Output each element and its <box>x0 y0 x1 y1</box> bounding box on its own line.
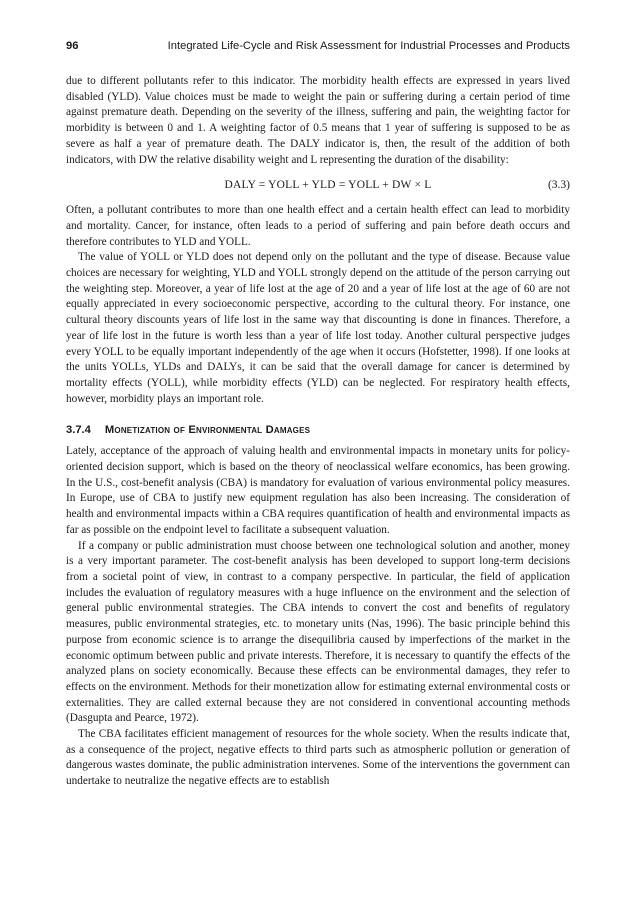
running-title: Integrated Life-Cycle and Risk Assessment for Industrial Processes and Products <box>167 40 570 52</box>
equation-number: (3.3) <box>547 179 570 192</box>
running-header <box>66 40 570 52</box>
paragraph-2: Often, a pollutant contributes to more than one health effect and a certain health effect can lead to morbidity and mortality. Cancer, for instance, often leads to a period of suffering and pain before death occurs and therefore contributes to YLD and YOLL. <box>66 204 570 248</box>
paragraph-5: If a company or public administration must choose between one technological solution and another, money is a very important parameter. The cost-benefit analysis has been developed to support long-term decisions from a societal point of view, in contrast to a company perspective. In particular, the field of application includes the evaluation of regulatory measures with a huge influence on the environment and the selection of general public environmental strategies. The CBA intends to convert the cost and benefits of regulatory measures, public environmental strategies, etc. to monetary units (Nas, 1996). The basic principle behind this purpose from economic science is to arrange the disequilibria caused by imperfections of the market in the economic optimum between public and private interests. Therefore, it is necessary to quantify the effects of the analyzed plans on society economically. Because these effects can be environmental damages, they refer to effects on the environment. Methods for their monetization allow for estimating external environmental costs or externalities. They are called external because they are not considered in conventional accounting methods (Dasgupta and Pearce, 1972). <box>66 539 570 725</box>
paragraph-3: The value of YOLL or YLD does not depend only on the pollutant and the type of disease. Because value choices are necessary for weighting, YLD and YOLL strongly depend on the attitude of the person carrying out the weighting step. Moreover, a year of life lost at the age of 20 and a year of life lost at the age of 60 are not equally appreciated in every socioeconomic perspective, according to the cultural theory. For instance, one cultural theory discounts years of life lost in the same way that discounting is done in finances. Therefore, a year of life lost in the future is worth less than a year of life lost today. Another cultural perspective judges every YOLL to be equally important independently of the age when it occurs (Hofstetter, 1998). If one looks at the units YOLLs, YLDs and DALYs, it can be said that the overall damage for cancer is determined by mortality effects (YOLL), while morbidity effects (YLD) can be neglected. For respiratory health effects, however, morbidity plays an important role. <box>66 251 570 405</box>
section-number: 3.7.4 <box>66 424 91 437</box>
paragraph-1: due to different pollutants refer to this indicator. The morbidity health effects are expressed in years lived disabled (YLD). Value choices must be made to weight the pain or suffering during a certain period of time against premature death. Depending on the severity of the illness, suffering and pain, the weighting factor for morbidity is between 0 and 1. A weighting factor of 0.5 means that 1 year of suffering is supposed to be as severe as half a year of premature death. The DALY indicator is, then, the result of the addition of both indicators, with DW the relative disability weight and L representing the duration of the disability: <box>66 75 570 166</box>
equation-3-3 <box>66 179 570 191</box>
page-number: 96 <box>66 40 79 52</box>
section-heading <box>66 424 570 436</box>
book-page <box>66 40 570 790</box>
paragraph-6: The CBA facilitates efficient management of resources for the whole society. When the results indicate that, as a consequence of the project, negative effects to third parts such as atmospheric pollution or generation of dangerous wastes dominate, the public administration intervenes. Some of the interventions the government can undertake to neutralize the negative effects are to establish <box>66 728 570 788</box>
equation: DALY = YOLL + YLD = YOLL + DW × L <box>224 179 432 192</box>
section-title: Monetization of Environmental Damages <box>104 424 311 437</box>
paragraph-4: Lately, acceptance of the approach of valuing health and environmental impacts in monetary units for policy-oriented decision support, which is based on the theory of neoclassical welfare economics, has been growing. In the U.S., cost-benefit analysis (CBA) is mandatory for evaluation of various environmental policy measures. In Europe, use of CBA to justify new equipment regulation has also been increasing. The consideration of health and environmental impacts within a CBA requires quantification of health and environmental impacts as far as possible on the endpoint level to facilitate a subsequent valuation. <box>66 445 570 536</box>
